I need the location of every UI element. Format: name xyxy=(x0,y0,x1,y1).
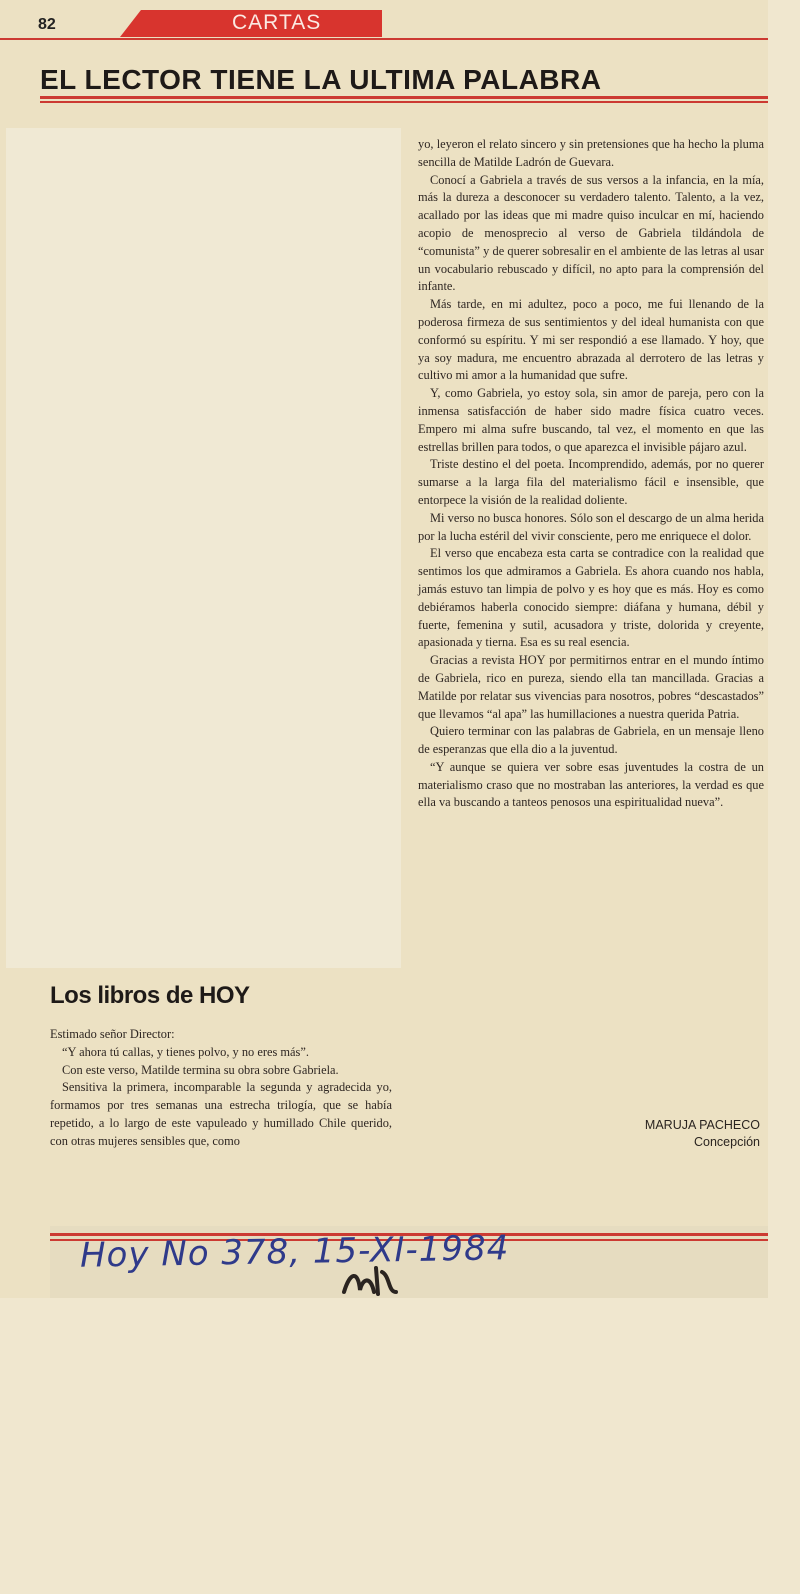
header-rule xyxy=(0,38,768,40)
letter-paragraph: Y, como Gabriela, yo estoy sola, sin amor de pareja, pero con la inmensa satisfacción de haber sido madre física cuatro veces. Empero mi alma sufre buscando, tal vez, el momento en que las estrellas brillen para todos, o que aparezca el invisible pájaro azul. xyxy=(418,386,764,454)
blank-photo-area xyxy=(6,128,401,968)
letter-title: Los libros de HOY xyxy=(50,982,250,1009)
letter-paragraph: yo, leyeron el relato sincero y sin pretensiones que ha hecho la pluma sencilla de Matilde Ladrón de Guevara. xyxy=(418,137,764,169)
headline-rule-top xyxy=(40,96,768,99)
page-headline: EL LECTOR TIENE LA ULTIMA PALABRA xyxy=(40,64,602,95)
letter-right-column xyxy=(418,136,764,812)
letter-paragraph: El verso que encabeza esta carta se contradice con la realidad que sentimos los que admiramos a Gabriela. Es ahora cuando nos habla, jamás estuvo tan limpia de polvo y es hoy que es más. Hoy es como debiéramos haberla conocido siempre: diáfana y humana, débil y fuerte, femenina y sutil, acusadora y triste, dolorida y creyente, apasionada y tierna. Esa es su real esencia. xyxy=(418,546,764,650)
signature-city: Concepción xyxy=(693,1135,760,1149)
headline-rule-bottom xyxy=(40,101,768,103)
letter-paragraph: Sensitiva la primera, incomparable la segunda y agradecida yo, formamos por tres semanas una estrecha trilogía, que se había repetido, a lo largo de este vapuleado y humillado Chile querido, con otras mujeres sensibles que, como xyxy=(50,1080,392,1148)
letter-paragraph: “Y aunque se quiera ver sobre esas juventudes la costra de un materialismo craso que no mostraban las anteriores, la verdad es que ella va buscando a tanteos penosos una espiritualidad nueva”. xyxy=(418,759,764,810)
handwritten-scrawl-icon xyxy=(340,1262,400,1298)
letter-paragraph: Quiero terminar con las palabras de Gabriela, en un mensaje lleno de esperanzas que ella dio a la juventud. xyxy=(418,724,764,757)
letter-paragraph: Con este verso, Matilde termina su obra sobre Gabriela. xyxy=(62,1062,339,1077)
handwritten-annotation: Hoy No 378, 15-XI-1984 xyxy=(79,1228,510,1276)
letter-paragraph: “Y ahora tú callas, y tienes polvo, y no eres más”. xyxy=(62,1044,309,1059)
letter-paragraph: Más tarde, en mi adultez, poco a poco, me fui llenando de la poderosa firmeza de sus sentimientos y del ideal humanista con que conformó su espíritu. Y mi ser respondió a ese llamado. Y hoy, que ya soy madura, me encuentro abrazada al derrotero de las letras y cultivo mi amor a la humanidad que sufre. xyxy=(418,297,764,383)
section-label: CARTAS xyxy=(232,11,322,34)
letter-paragraph: Conocí a Gabriela a través de sus versos a la infancia, en la mía, más la dureza a desconocer su verdadero talento. Talento, a la vez, acallado por las ideas que mi madre quiso inculcar en mí, haciendo acopio de menosprecio al verso de Gabriela tildándola de “comunista” y de querer sobresalir en el ambiente de las letras al usar un vocabulario rebuscado y difícil, no apto para la comprensión del infante. xyxy=(418,172,764,294)
page-number: 82 xyxy=(38,16,56,33)
letter-paragraph: Mi verso no busca honores. Sólo son el descargo de un alma herida por la lucha estéril del vivir consciente, pero me enriquece el dolor. xyxy=(418,510,764,543)
letter-left-column xyxy=(50,1026,392,1151)
letter-paragraph: Gracias a revista HOY por permitirnos entrar en el mundo íntimo de Gabriela, rico en pureza, siendo ella tan mancillada. Gracias a Matilde por relatar sus vivencias para nosotros, pobres “descastados” que llevamos “al apa” las humillaciones a nuestra querida Patria. xyxy=(418,653,764,721)
signature-name: MARUJA PACHECO xyxy=(644,1118,760,1132)
letter-signature xyxy=(560,1117,760,1151)
letter-salutation: Estimado señor Director: xyxy=(50,1027,175,1041)
letter-paragraph: Triste destino el del poeta. Incomprendido, además, por no querer sumarse a la larga fila del materialismo fácil e insensible, que entorpece la visión de la realidad doliente. xyxy=(418,457,764,507)
